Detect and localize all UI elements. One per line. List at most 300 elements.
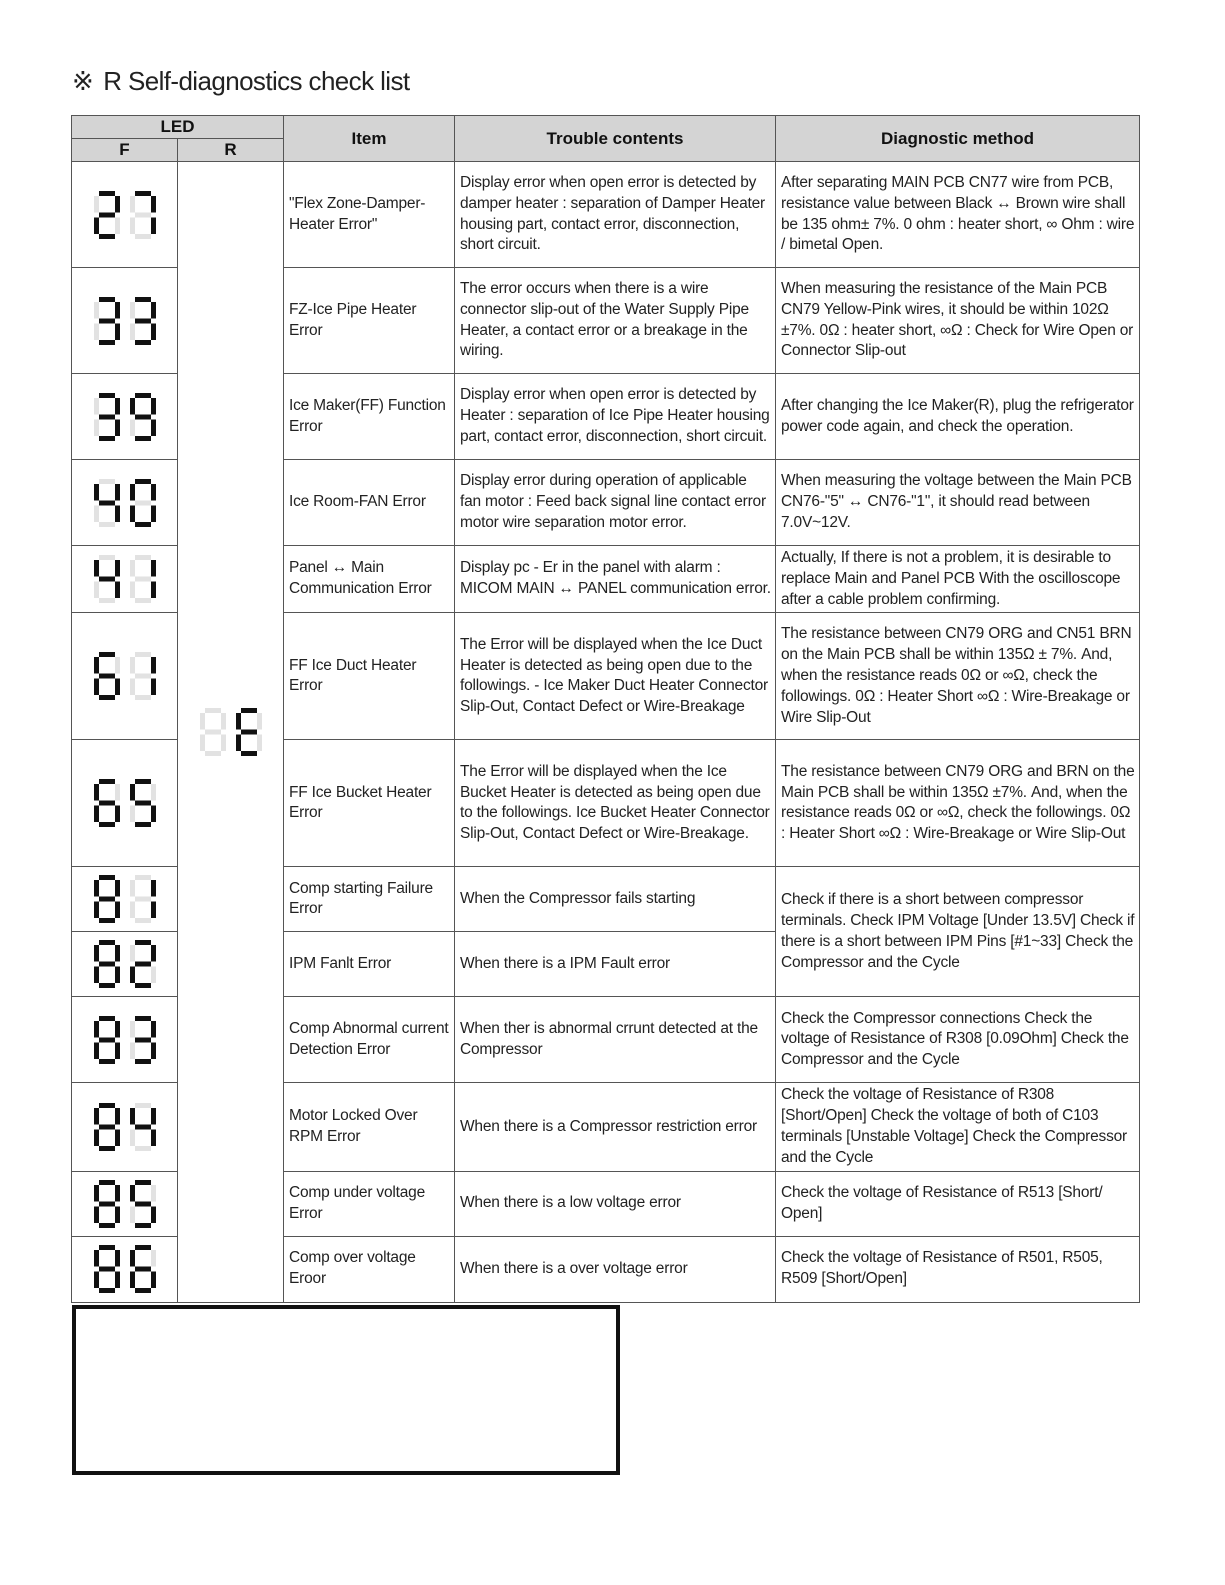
- segment-b: [115, 1108, 120, 1125]
- segment-b: [151, 398, 156, 415]
- trouble-cell: The Error will be displayed when the Ice Bucket Heater is detected as being open due to the followings. Ice Bucket Heater Connector Slip-Out, Contact Defect or Wire-Breakage.: [455, 740, 776, 867]
- segment-e: [94, 323, 99, 340]
- segment-d: [99, 1059, 115, 1064]
- item-cell: Panel ↔ Main Communication Error: [284, 546, 455, 613]
- segment-c: [151, 679, 156, 696]
- segment-a: [135, 297, 151, 302]
- segment-f: [130, 1185, 135, 1202]
- segment-e: [130, 1272, 135, 1289]
- segment-g: [135, 1037, 151, 1042]
- diagnostic-cell: Check the Compressor connections Check the voltage of Resistance of R308 [0.09Ohm] Check the Compressor and the Cycle: [776, 997, 1140, 1083]
- segment-f: [130, 880, 135, 897]
- segment-g: [135, 577, 151, 582]
- segment-e: [94, 419, 99, 436]
- segment-g: [135, 674, 151, 679]
- item-header: Item: [284, 116, 455, 162]
- seven-segment-digit: [130, 1245, 156, 1293]
- diagnostic-cell: Check the voltage of Resistance of R308 [Short/Open] Check the voltage of both of C103 terminals [Unstable Voltage] Check the Compressor and the Cycle: [776, 1083, 1140, 1171]
- led-f-display: [72, 546, 178, 613]
- trouble-cell: When there is a over voltage error: [455, 1236, 776, 1302]
- segment-b: [115, 1021, 120, 1038]
- segment-c: [115, 582, 120, 599]
- segment-e: [130, 582, 135, 599]
- reference-mark: ※: [72, 66, 94, 96]
- item-cell: FF Ice Duct Heater Error: [284, 613, 455, 740]
- segment-g: [99, 414, 115, 419]
- segment-c: [151, 217, 156, 234]
- segment-e: [130, 217, 135, 234]
- item-cell: Ice Room-FAN Error: [284, 460, 455, 546]
- seven-segment-digit: [130, 479, 156, 527]
- segment-d: [135, 234, 151, 239]
- segment-g: [241, 729, 257, 734]
- trouble-cell: When ther is abnormal crrunt detected at the Compressor: [455, 997, 776, 1083]
- segment-d: [205, 751, 221, 756]
- segment-f: [130, 657, 135, 674]
- seven-segment-digit: [94, 940, 120, 988]
- item-cell: FF Ice Bucket Heater Error: [284, 740, 455, 867]
- trouble-cell: Display error during operation of applicable fan motor : Feed back signal line contact error motor wire separation motor error.: [455, 460, 776, 546]
- seven-segment-digit: [130, 297, 156, 345]
- segment-g: [135, 801, 151, 806]
- segment-c: [115, 419, 120, 436]
- segment-d: [135, 918, 151, 923]
- segment-b: [115, 484, 120, 501]
- segment-d: [99, 522, 115, 527]
- item-cell: Comp Abnormal current Detection Error: [284, 997, 455, 1083]
- segment-b: [115, 784, 120, 801]
- segment-e: [130, 419, 135, 436]
- seven-segment-display: [89, 570, 161, 587]
- segment-f: [130, 1108, 135, 1125]
- segment-e: [94, 902, 99, 919]
- segment-e: [94, 1042, 99, 1059]
- segment-d: [135, 695, 151, 700]
- segment-g: [99, 318, 115, 323]
- segment-d: [135, 822, 151, 827]
- segment-b: [115, 398, 120, 415]
- segment-c: [151, 967, 156, 984]
- seven-segment-display: [89, 206, 161, 223]
- led-f-display: [72, 1236, 178, 1302]
- seven-segment-digit: [130, 875, 156, 923]
- segment-g: [135, 1124, 151, 1129]
- segment-a: [99, 1103, 115, 1108]
- seven-segment-display: [89, 891, 161, 908]
- diagnostic-cell: The resistance between CN79 ORG and BRN on the Main PCB shall be within 135Ω ±7%. And, when the resistance reads 0Ω or ∞Ω, check the followings. 0Ω : Heater Short ∞Ω : Wire-Breakage or Wire Slip-Out: [776, 740, 1140, 867]
- trouble-cell: Display error when open error is detected by Heater : separation of Ice Pipe Heater housing part, contact error, disconnection, short circuit.: [455, 374, 776, 460]
- segment-g: [99, 500, 115, 505]
- segment-b: [151, 484, 156, 501]
- trouble-cell: Display error when open error is detected by damper heater : separation of Damper Heater housing part, contact error, disconnection, short circuit.: [455, 162, 776, 268]
- page-title-text: R Self-diagnostics check list: [103, 66, 410, 96]
- segment-f: [94, 657, 99, 674]
- item-cell: Comp over voltage Eroor: [284, 1236, 455, 1302]
- segment-g: [135, 962, 151, 967]
- segment-e: [130, 679, 135, 696]
- segment-f: [130, 484, 135, 501]
- segment-e: [130, 967, 135, 984]
- diagnostic-cell: When measuring the voltage between the Main PCB CN76-"5" ↔ CN76-"1", it should read between 7.0V~12V.: [776, 460, 1140, 546]
- segment-f: [94, 1250, 99, 1267]
- seven-segment-digit: [94, 393, 120, 441]
- segment-b: [151, 880, 156, 897]
- segment-a: [99, 875, 115, 880]
- segment-b: [257, 713, 262, 730]
- segment-c: [115, 217, 120, 234]
- item-cell: Motor Locked Over RPM Error: [284, 1083, 455, 1171]
- segment-e: [94, 1272, 99, 1289]
- segment-a: [99, 191, 115, 196]
- segment-d: [99, 822, 115, 827]
- segment-d: [135, 522, 151, 527]
- led-f-display: [72, 1171, 178, 1236]
- seven-segment-digit: [94, 1245, 120, 1293]
- segment-c: [151, 1272, 156, 1289]
- segment-e: [130, 902, 135, 919]
- trouble-cell: The Error will be displayed when the Ice Duct Heater is detected as being open due to the followings. - Ice Maker Duct Heater Connector Slip-Out, Contact Defect or Wire-Breakage: [455, 613, 776, 740]
- segment-d: [99, 1146, 115, 1151]
- segment-f: [200, 713, 205, 730]
- segment-g: [135, 212, 151, 217]
- seven-segment-digit: [94, 779, 120, 827]
- segment-a: [99, 1245, 115, 1250]
- segment-b: [221, 713, 226, 730]
- led-f-display: [72, 162, 178, 268]
- segment-b: [151, 1108, 156, 1125]
- segment-a: [135, 393, 151, 398]
- segment-f: [94, 945, 99, 962]
- segment-c: [221, 734, 226, 751]
- segment-f: [94, 1021, 99, 1038]
- segment-a: [135, 479, 151, 484]
- trouble-header: Trouble contents: [455, 116, 776, 162]
- segment-g: [99, 897, 115, 902]
- seven-segment-digit: [130, 555, 156, 603]
- segment-a: [135, 1016, 151, 1021]
- segment-c: [151, 902, 156, 919]
- segment-d: [135, 1223, 151, 1228]
- segment-d: [99, 1223, 115, 1228]
- led-f-header: F: [72, 139, 178, 162]
- segment-c: [115, 1206, 120, 1223]
- segment-d: [99, 983, 115, 988]
- seven-segment-display: [89, 312, 161, 329]
- segment-d: [99, 1288, 115, 1293]
- segment-d: [99, 436, 115, 441]
- diagnostic-header: Diagnostic method: [776, 116, 1140, 162]
- led-f-display: [72, 1083, 178, 1171]
- segment-c: [115, 1272, 120, 1289]
- segment-c: [115, 505, 120, 522]
- segment-e: [94, 582, 99, 599]
- segment-a: [99, 1016, 115, 1021]
- segment-c: [151, 582, 156, 599]
- seven-segment-digit: [130, 940, 156, 988]
- segment-d: [135, 1288, 151, 1293]
- segment-b: [151, 945, 156, 962]
- segment-e: [94, 217, 99, 234]
- segment-d: [135, 1059, 151, 1064]
- segment-g: [99, 1201, 115, 1206]
- segment-c: [115, 1042, 120, 1059]
- led-r-display: [178, 162, 284, 1303]
- segment-f: [130, 945, 135, 962]
- item-cell: Comp under voltage Error: [284, 1171, 455, 1236]
- seven-segment-digit: [130, 779, 156, 827]
- diagnostic-cell: Check the voltage of Resistance of R501, R505, R509 [Short/Open]: [776, 1236, 1140, 1302]
- segment-g: [99, 962, 115, 967]
- segment-g: [135, 318, 151, 323]
- segment-c: [115, 323, 120, 340]
- trouble-cell: When there is a Compressor restriction error: [455, 1083, 776, 1171]
- segment-b: [115, 657, 120, 674]
- segment-a: [135, 555, 151, 560]
- diagnostic-cell: Check if there is a short between compressor terminals. Check IPM Voltage [Under 13.5V] Check if there is a short between IPM Pins [#1~33] Check the Compressor and the Cycle: [776, 867, 1140, 997]
- segment-c: [257, 734, 262, 751]
- segment-e: [130, 323, 135, 340]
- segment-a: [135, 779, 151, 784]
- segment-b: [151, 302, 156, 319]
- segment-c: [115, 902, 120, 919]
- segment-d: [99, 695, 115, 700]
- seven-segment-digit: [94, 1180, 120, 1228]
- led-f-display: [72, 268, 178, 374]
- segment-e: [94, 967, 99, 984]
- segment-g: [99, 1124, 115, 1129]
- segment-g: [99, 1037, 115, 1042]
- trouble-cell: When there is a low voltage error: [455, 1171, 776, 1236]
- item-cell: Comp starting Failure Error: [284, 867, 455, 932]
- segment-d: [99, 234, 115, 239]
- segment-d: [99, 918, 115, 923]
- segment-f: [130, 398, 135, 415]
- segment-g: [135, 897, 151, 902]
- segment-d: [135, 598, 151, 603]
- segment-e: [94, 806, 99, 823]
- blank-note-box: [72, 1305, 620, 1475]
- segment-b: [115, 196, 120, 213]
- segment-f: [94, 880, 99, 897]
- segment-f: [130, 196, 135, 213]
- item-cell: "Flex Zone-Damper-Heater Error": [284, 162, 455, 268]
- item-cell: Ice Maker(FF) Function Error: [284, 374, 455, 460]
- segment-e: [130, 806, 135, 823]
- led-f-display: [72, 374, 178, 460]
- led-f-display: [72, 460, 178, 546]
- segment-c: [151, 1206, 156, 1223]
- segment-a: [99, 555, 115, 560]
- segment-a: [99, 1180, 115, 1185]
- segment-c: [151, 419, 156, 436]
- seven-segment-digit: [130, 1016, 156, 1064]
- segment-g: [135, 500, 151, 505]
- segment-g: [205, 729, 221, 734]
- segment-e: [200, 734, 205, 751]
- segment-f: [94, 484, 99, 501]
- seven-segment-digit: [200, 708, 226, 756]
- segment-a: [99, 297, 115, 302]
- segment-c: [115, 1129, 120, 1146]
- diagnostic-cell: Actually, If there is not a problem, it is desirable to replace Main and Panel PCB With the oscilloscope after a cable problem confirming.: [776, 546, 1140, 613]
- segment-b: [115, 880, 120, 897]
- led-r-header: R: [178, 139, 284, 162]
- segment-b: [115, 560, 120, 577]
- segment-e: [94, 1129, 99, 1146]
- segment-e: [130, 1042, 135, 1059]
- seven-segment-display: [89, 668, 161, 685]
- self-diagnostics-table: [71, 115, 1140, 1303]
- table-row: [72, 162, 1140, 268]
- segment-g: [99, 577, 115, 582]
- segment-g: [135, 414, 151, 419]
- segment-g: [99, 801, 115, 806]
- seven-segment-digit: [130, 1180, 156, 1228]
- segment-a: [135, 875, 151, 880]
- segment-b: [151, 1021, 156, 1038]
- seven-segment-digit: [94, 191, 120, 239]
- segment-a: [99, 479, 115, 484]
- segment-g: [99, 212, 115, 217]
- segment-d: [135, 436, 151, 441]
- segment-a: [205, 708, 221, 713]
- segment-f: [130, 560, 135, 577]
- seven-segment-digit: [94, 555, 120, 603]
- seven-segment-digit: [94, 875, 120, 923]
- segment-b: [115, 1250, 120, 1267]
- seven-segment-display: [89, 1118, 161, 1135]
- diagnostic-cell: The resistance between CN79 ORG and CN51 BRN on the Main PCB shall be within 135Ω ± 7%. And, when the resistance reads 0Ω or ∞Ω, check the followings. 0Ω : Heater Short ∞Ω : Wire-Breakage or Wire Slip-Out: [776, 613, 1140, 740]
- segment-f: [94, 1185, 99, 1202]
- segment-c: [151, 806, 156, 823]
- led-f-display: [72, 997, 178, 1083]
- segment-d: [135, 983, 151, 988]
- trouble-cell: When there is a IPM Fault error: [455, 932, 776, 997]
- segment-f: [236, 713, 241, 730]
- segment-b: [151, 1250, 156, 1267]
- segment-b: [115, 945, 120, 962]
- segment-b: [151, 784, 156, 801]
- segment-e: [94, 679, 99, 696]
- segment-f: [94, 302, 99, 319]
- segment-b: [151, 657, 156, 674]
- segment-a: [135, 1103, 151, 1108]
- segment-d: [241, 751, 257, 756]
- seven-segment-display: [89, 494, 161, 511]
- led-f-display: [72, 740, 178, 867]
- seven-segment-display: [89, 1195, 161, 1212]
- segment-b: [151, 196, 156, 213]
- segment-f: [130, 1250, 135, 1267]
- seven-segment-digit: [94, 1103, 120, 1151]
- segment-g: [99, 674, 115, 679]
- diagnostic-cell: After separating MAIN PCB CN77 wire from PCB, resistance value between Black ↔ Brown wire shall be 135 ohm± 7%. 0 ohm : heater short, ∞ Ohm : wire / bimetal Open.: [776, 162, 1140, 268]
- segment-e: [236, 734, 241, 751]
- seven-segment-digit: [94, 652, 120, 700]
- segment-d: [99, 598, 115, 603]
- segment-c: [151, 1042, 156, 1059]
- segment-c: [151, 505, 156, 522]
- page-title: [72, 66, 409, 97]
- trouble-cell: Display pc - Er in the panel with alarm : MICOM MAIN ↔ PANEL communication error.: [455, 546, 776, 613]
- trouble-cell: When the Compressor fails starting: [455, 867, 776, 932]
- segment-g: [135, 1267, 151, 1272]
- diagnostic-cell: When measuring the resistance of the Main PCB CN79 Yellow-Pink wires, it should be within 102Ω ±7%. 0Ω : heater short, ∞Ω : Check for Wire Open or Connector Slip-out: [776, 268, 1140, 374]
- segment-f: [130, 784, 135, 801]
- segment-f: [94, 196, 99, 213]
- segment-c: [115, 806, 120, 823]
- segment-b: [151, 560, 156, 577]
- seven-segment-digit: [130, 191, 156, 239]
- segment-g: [135, 1201, 151, 1206]
- segment-a: [241, 708, 257, 713]
- segment-c: [115, 967, 120, 984]
- seven-segment-display: [89, 956, 161, 973]
- seven-segment-digit: [130, 1103, 156, 1151]
- segment-e: [130, 1129, 135, 1146]
- segment-e: [130, 1206, 135, 1223]
- seven-segment-digit: [236, 708, 262, 756]
- segment-f: [130, 1021, 135, 1038]
- seven-segment-display: [89, 1031, 161, 1048]
- segment-e: [130, 505, 135, 522]
- seven-segment-digit: [94, 1016, 120, 1064]
- segment-a: [135, 940, 151, 945]
- segment-e: [94, 505, 99, 522]
- segment-c: [115, 679, 120, 696]
- segment-a: [135, 1245, 151, 1250]
- segment-a: [135, 652, 151, 657]
- segment-a: [99, 393, 115, 398]
- segment-d: [99, 340, 115, 345]
- segment-d: [135, 1146, 151, 1151]
- segment-f: [94, 1108, 99, 1125]
- segment-e: [94, 1206, 99, 1223]
- led-header: LED: [72, 116, 284, 139]
- segment-c: [151, 323, 156, 340]
- seven-segment-display: [89, 1260, 161, 1277]
- segment-a: [99, 940, 115, 945]
- seven-segment-digit: [94, 297, 120, 345]
- seven-segment-digit: [130, 652, 156, 700]
- segment-c: [151, 1129, 156, 1146]
- segment-a: [135, 191, 151, 196]
- segment-f: [94, 784, 99, 801]
- segment-d: [135, 340, 151, 345]
- item-cell: FZ-Ice Pipe Heater Error: [284, 268, 455, 374]
- led-f-display: [72, 867, 178, 932]
- segment-a: [99, 779, 115, 784]
- item-cell: IPM Fanlt Error: [284, 932, 455, 997]
- segment-b: [115, 1185, 120, 1202]
- segment-b: [151, 1185, 156, 1202]
- segment-a: [135, 1180, 151, 1185]
- led-f-display: [72, 932, 178, 997]
- diagnostic-cell: After changing the Ice Maker(R), plug the refrigerator power code again, and check the operation.: [776, 374, 1140, 460]
- trouble-cell: The error occurs when there is a wire connector slip-out of the Water Supply Pipe Heater, a contact error or a breakage in the wiring.: [455, 268, 776, 374]
- seven-segment-display: [89, 795, 161, 812]
- seven-segment-display: [195, 723, 267, 740]
- segment-g: [99, 1267, 115, 1272]
- segment-b: [115, 302, 120, 319]
- led-f-display: [72, 613, 178, 740]
- seven-segment-digit: [94, 479, 120, 527]
- seven-segment-digit: [130, 393, 156, 441]
- segment-f: [94, 398, 99, 415]
- segment-f: [94, 560, 99, 577]
- diagnostic-cell: Check the voltage of Resistance of R513 [Short/ Open]: [776, 1171, 1140, 1236]
- segment-f: [130, 302, 135, 319]
